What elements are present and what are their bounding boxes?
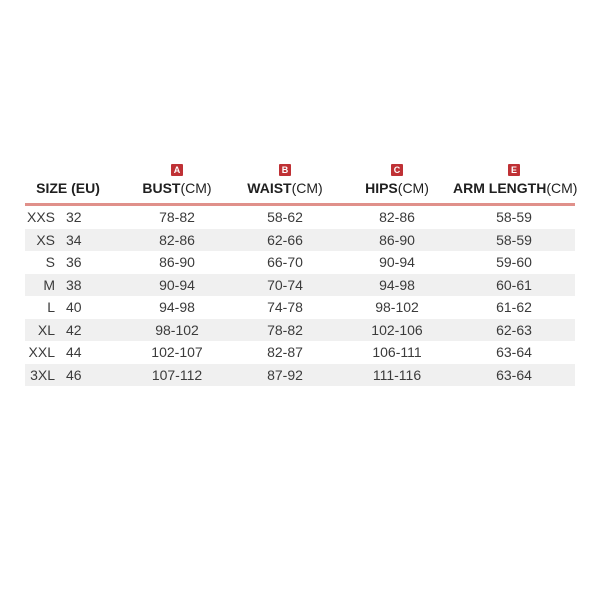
waist-value: 62-66: [267, 231, 303, 248]
size-cell: [25, 206, 125, 228]
size-label: XXS: [26, 209, 55, 226]
size-cell: [25, 251, 125, 273]
waist-value: 66-70: [267, 254, 303, 271]
header-waist-unit: (CM): [291, 180, 323, 196]
size-eu-value: 40: [66, 299, 82, 316]
table-row-3xl: [25, 364, 575, 387]
table-row-xxl: [25, 341, 575, 364]
waist-value: 70-74: [267, 276, 303, 293]
hips-value: 82-86: [379, 209, 415, 226]
waist-value: 74-78: [267, 299, 303, 316]
waist-value: 82-87: [267, 344, 303, 361]
header-waist-name: WAIST: [247, 180, 292, 196]
header-bust-unit: (CM): [180, 180, 212, 196]
size-label: 3XL: [30, 366, 55, 383]
bust-value: 82-86: [159, 231, 195, 248]
size-eu-value: 44: [66, 344, 82, 361]
waist-value: 87-92: [267, 366, 303, 383]
size-chart-table: [25, 164, 578, 386]
header-hips-unit: (CM): [397, 180, 429, 196]
arm-length-value: 58-59: [496, 231, 532, 248]
table-row-m: [25, 274, 575, 297]
hips-value: 102-106: [371, 321, 423, 338]
waist-value: 58-62: [267, 209, 303, 226]
measurement-badge-a: A: [171, 164, 183, 176]
arm-length-value: 60-61: [496, 276, 532, 293]
header-arm-length-label: [453, 180, 577, 197]
bust-value: 102-107: [151, 344, 203, 361]
header-size-label: SIZE (EU): [36, 180, 100, 196]
table-row-xs: [25, 229, 575, 252]
table-body: [25, 206, 575, 386]
size-label: L: [47, 299, 55, 316]
hips-value: 111-116: [372, 366, 422, 383]
bust-value: 90-94: [159, 276, 195, 293]
size-label: M: [43, 276, 55, 293]
size-eu-value: 46: [66, 366, 82, 383]
table-row-s: [25, 251, 575, 274]
bust-value: 78-82: [159, 209, 195, 226]
size-eu-value: 42: [66, 321, 82, 338]
header-bust-label: [142, 180, 211, 197]
size-cell: [25, 319, 125, 341]
hips-value: 90-94: [379, 254, 415, 271]
size-cell: [25, 274, 125, 296]
size-cell: [25, 296, 125, 318]
hips-value: 98-102: [375, 299, 419, 316]
header-arm-length-name: ARM LENGTH: [453, 180, 547, 196]
header-bust: [125, 164, 229, 198]
bust-value: 98-102: [155, 321, 199, 338]
hips-value: 86-90: [379, 231, 415, 248]
bust-value: 94-98: [159, 299, 195, 316]
header-waist-label: [247, 180, 322, 197]
table-row-l: [25, 296, 575, 319]
table-row-xl: [25, 319, 575, 342]
arm-length-value: 63-64: [496, 344, 532, 361]
bust-value: 86-90: [159, 254, 195, 271]
header-arm-length-unit: (CM): [546, 180, 578, 196]
measurement-badge-e: E: [508, 164, 520, 176]
hips-value: 106-111: [372, 344, 422, 361]
header-hips-label: [365, 180, 429, 197]
waist-value: 78-82: [267, 321, 303, 338]
measurement-badge-c: C: [391, 164, 403, 176]
size-cell: [25, 341, 125, 363]
size-eu-value: 32: [66, 209, 82, 226]
arm-length-value: 61-62: [496, 299, 532, 316]
header-hips-name: HIPS: [365, 180, 398, 196]
size-label: XXL: [28, 344, 55, 361]
header-size: [25, 180, 125, 198]
size-eu-value: 38: [66, 276, 82, 293]
size-cell: [25, 364, 125, 386]
size-label: XL: [37, 321, 55, 338]
measurement-badge-b: B: [279, 164, 291, 176]
hips-value: 94-98: [379, 276, 415, 293]
arm-length-value: 58-59: [496, 209, 532, 226]
table-header: [25, 164, 578, 198]
bust-value: 107-112: [151, 366, 203, 383]
size-eu-value: 36: [66, 254, 82, 271]
table-row-xxs: [25, 206, 575, 229]
size-label: S: [45, 254, 55, 271]
size-cell: [25, 229, 125, 251]
header-hips: [341, 164, 453, 198]
header-arm-length: [453, 164, 578, 198]
header-waist: [229, 164, 341, 198]
size-eu-value: 34: [66, 231, 82, 248]
arm-length-value: 59-60: [496, 254, 532, 271]
arm-length-value: 62-63: [496, 321, 532, 338]
arm-length-value: 63-64: [496, 366, 532, 383]
header-bust-name: BUST: [142, 180, 181, 196]
size-label: XS: [36, 231, 55, 248]
